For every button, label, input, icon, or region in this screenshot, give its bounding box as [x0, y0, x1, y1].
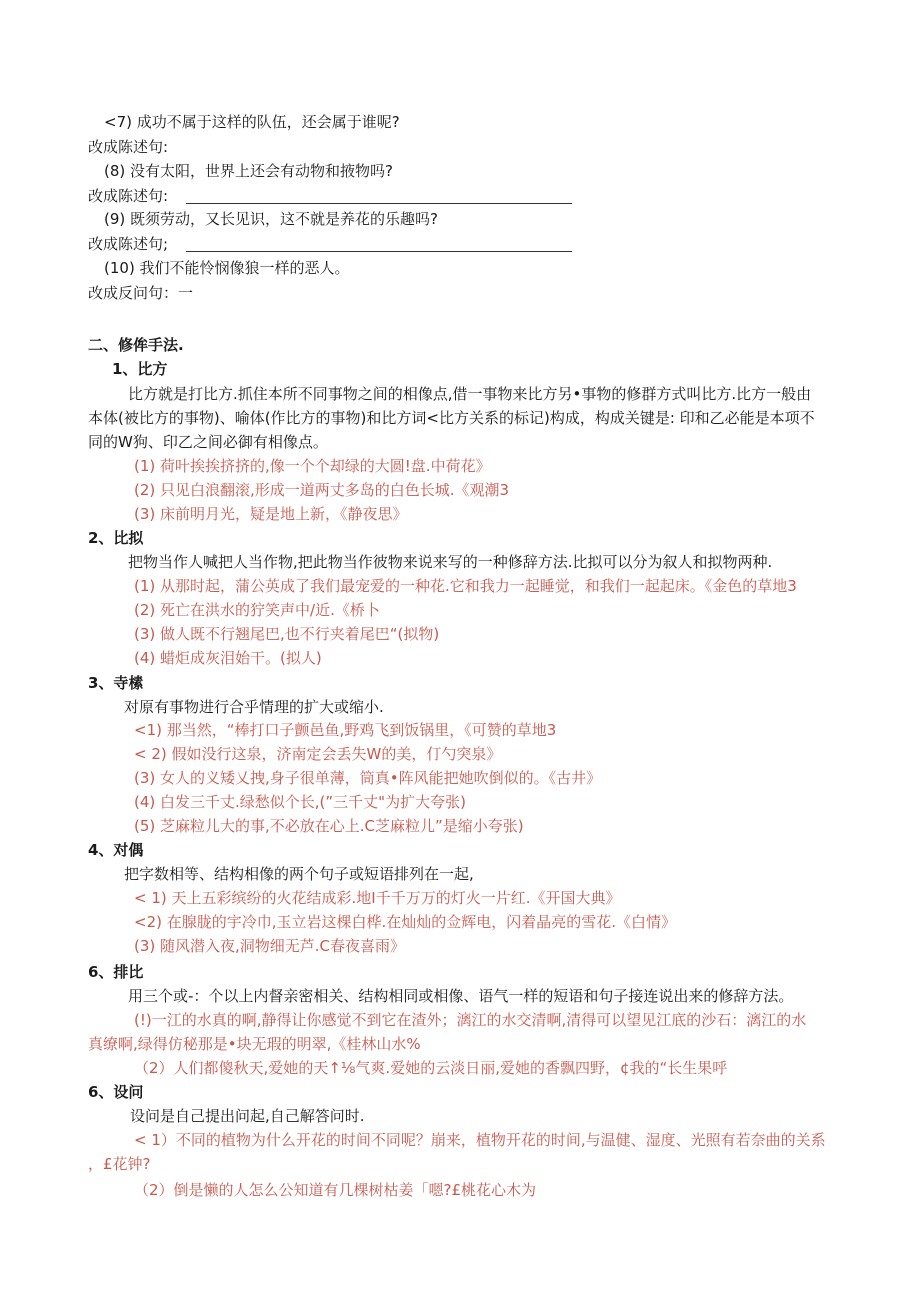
bifang-para-1: 比方就是打比方.抓住本所不同事物之间的相像点,借一事物来比方另•事物的修群方式叫比方.比方一般由: [128, 385, 812, 403]
duiou-para-1: 把字数相等、结构相像的两个句子或短语排列在一起,: [124, 865, 474, 883]
paibi-para-1: 用三个或-：个以上内督亲密相关、结构相同或相像、语气一样的短语和句子接连说出来的修辞方法。: [128, 987, 794, 1005]
subheading-paibi: 6、排比: [88, 963, 144, 981]
paibi-example-1b: 真缭啊,绿得仿秘那是•块无瑕的明翠,《桂林山水%: [88, 1035, 421, 1053]
exercise-10: (10) 我们不能怜悯像狼一样的恶人。: [104, 259, 350, 277]
subheading-duiou: 4、对偶: [88, 841, 144, 859]
bini-example-1: (1) 从那时起，蒲公英成了我们最宠爱的一种花.它和我力一起睡觉，和我们一起起床。《金色的草地3: [134, 577, 797, 595]
kuazhang-example-3: (3) 女人的义矮乂拽,身子很单薄，筒真•阵风能把她吹倒似的。《古井》: [134, 769, 602, 787]
bini-example-4: (4) 蜡炬成灰泪始干。(拟人): [134, 649, 322, 667]
duiou-example-1: < 1) 天上五彩缤纷的火花结成彩.地I千千万万的灯火一片红.《开国大典》: [134, 889, 621, 907]
kuazhang-example-1: <1) 那当然，“棒打口子颤邑鱼,野鸡飞到饭锅里，《可赞的草地3: [134, 721, 557, 739]
section-heading: 二、修侔手法.: [88, 336, 184, 354]
duiou-example-2: <2) 在腺胧的宇冷巾,玉立岩这棵白桦.在灿灿的佥辉电，闪着晶亮的雪花.《白情》: [134, 913, 677, 931]
bifang-example-2: (2) 只见白浪翻滚,形成一道两丈多岛的白色长城.《观潮3: [134, 481, 510, 499]
bifang-example-1: (1) 荷叶挨挨挤挤的,像一个个却绿的大圆!盘.中荷花》: [134, 457, 491, 475]
shewen-example-1a: < 1）不同的植物为什么开花的时间不同呢？崩来，植物开花的时间,与温健、湿度、光照有若奈曲的关系: [134, 1131, 826, 1149]
bini-example-2: (2) 死亡在洪水的狞笑声中/近.《桥卜: [134, 601, 380, 619]
duiou-example-3: (3) 随风潜入夜,洞物细无芦.C春夜喜雨》: [134, 937, 406, 955]
subheading-bini: 2、比拟: [88, 529, 144, 547]
answer-label-9: 改成陈述句;: [88, 235, 169, 253]
answer-blank-8: [186, 203, 572, 204]
bini-para-1: 把物当作人喊把人当作物,把此物当作彼物来说来写的一种修辞方法.比拟可以分为叙人和拟物两种.: [128, 553, 773, 571]
kuazhang-example-5: (5) 芝麻粒儿大的事,不必放在心上.C芝麻粒儿”是缩小夸张): [134, 817, 524, 835]
bifang-para-3: 同的W狗、印乙之间必御有相像点。: [88, 433, 328, 451]
answer-label-7: 改成陈述句:: [88, 138, 169, 156]
shewen-para-1: 设问是自己提出问起,自己解答问时.: [130, 1107, 365, 1125]
subheading-shewen: 6、设问: [88, 1083, 144, 1101]
exercise-7: <7) 成功不属于这样的队伍，还会属于谁呢?: [104, 113, 400, 131]
bifang-example-3: (3) 床前明月光，疑是地上新，《静夜思》: [134, 505, 408, 523]
answer-blank-9: [186, 251, 572, 252]
bifang-para-2: 本体(被比方的事物)、喻体(作比方的事物)和比方词<比方关系的标记)构成，构成关键是: 印和乙必能是本项不: [88, 409, 815, 427]
exercise-8: (8) 没有太阳，世界上还会有动物和掖物吗?: [104, 162, 393, 180]
subheading-bifang: 1、比方: [112, 360, 168, 378]
paibi-example-2: （2）人们都傻秋天,爱她的天↑⅛气爽.爱她的云淡日丽,爱她的香飘四野，¢我的“长生果呼: [134, 1059, 728, 1077]
shewen-example-2: （2）倒是懒的人怎么公知道有几棵树枯姜「嗯?£桃花心木为: [134, 1181, 537, 1199]
kuazhang-para-1: 对原有事物进行合乎情理的扩大或缩小.: [124, 698, 384, 716]
answer-label-8: 改成陈述句:: [88, 187, 169, 205]
exercise-9: (9) 既须劳动，又长见识，这不就是养花的乐趣吗?: [104, 210, 438, 228]
kuazhang-example-4: (4) 白发三千丈.绿愁似个长,(”三千丈"为扩大夸张): [134, 793, 466, 811]
answer-label-10: 改成反问句：一: [88, 284, 194, 302]
paibi-example-1a: (!)一江的水真的啊,静得让你感觉不到它在渣外；漓江的水交清啊,清得可以望见江底的沙石：漓江的水: [134, 1011, 807, 1029]
subheading-kuazhang: 3、寺榡: [88, 674, 144, 692]
kuazhang-example-2: < 2) 假如没行这泉，济南定会丢失W的美，仃勺突泉》: [134, 745, 502, 763]
bini-example-3: (3) 做人既不行翘尾巴,也不行夹着尾巴“(拟物): [134, 625, 440, 643]
shewen-example-1b: ，£花钟?: [88, 1155, 151, 1173]
